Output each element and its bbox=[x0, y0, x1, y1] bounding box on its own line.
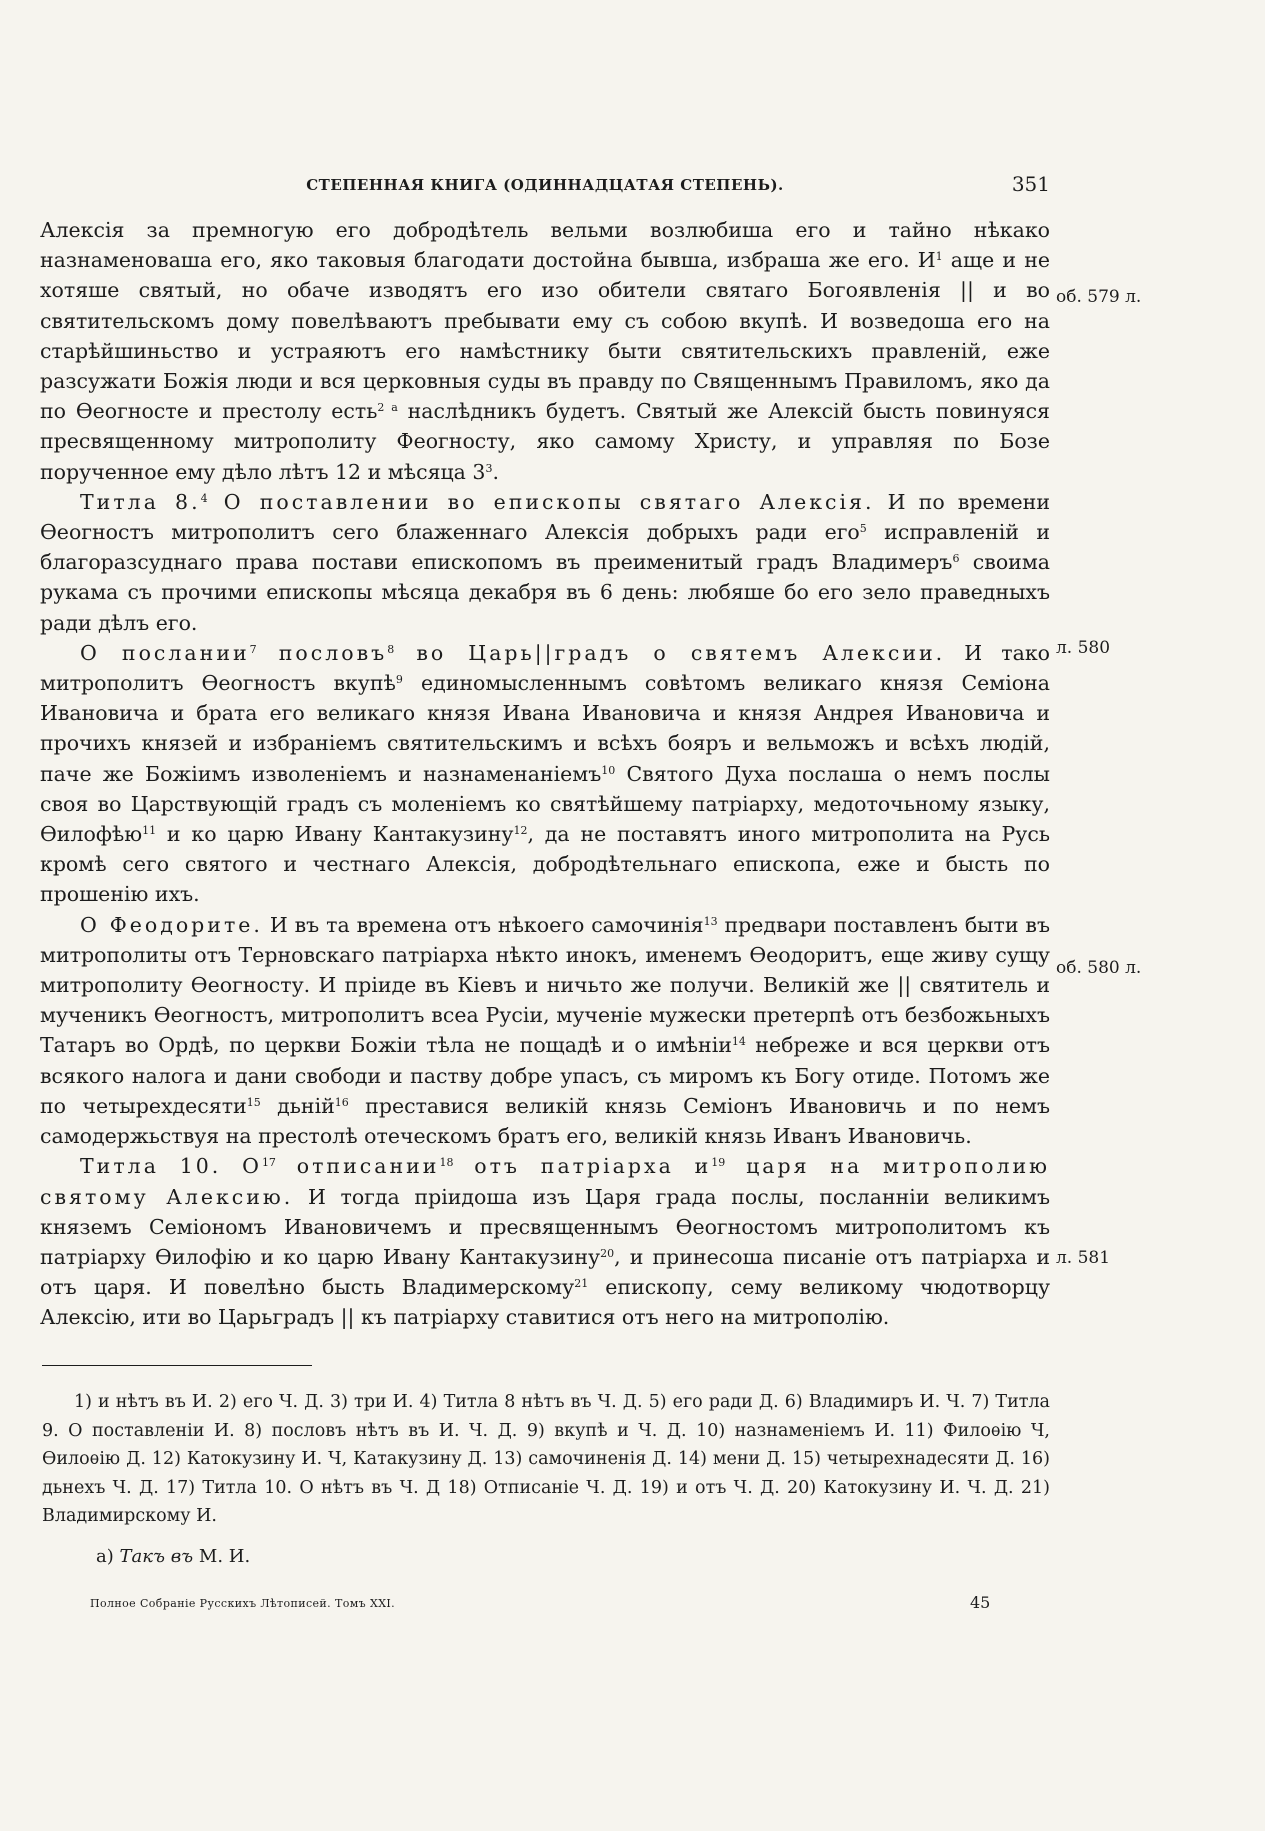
running-title: СТЕПЕННАЯ КНИГА (ОДИННАДЦАТАЯ СТЕПЕНЬ). bbox=[306, 176, 784, 194]
main-text bbox=[40, 215, 1050, 1333]
margin-note: л. 580 bbox=[1056, 638, 1111, 658]
footnotes bbox=[42, 1388, 1050, 1531]
paragraph-3: О послании$^7$ пословъ$^8$ во Царь||градъ о святемъ Алексии. И тако митрополитъ Өеогностъ вкупѣ$^9$ единомысленнымъ совѣтомъ великаго князя Семіона Ивановича и брата его великаго князя Ивана Ивановича и князя Андрея Ивановича и прочихъ князей и избраніемъ святительскимъ и всѣхъ бояръ и вельможъ и всѣхъ людій, паче же Божіимъ изволеніемъ и назнаменаніемъ$^{10}$ Святого Духа послаша о немъ послы своя во Царствующій градъ съ моленіемъ ко святѣйшему патріарху, медоточьному языку, Өилофѣю$^{11}$ и ко царю Ивану Кантакузину$^{12}$, да не поставятъ иного митрополита на Русь кромѣ сего святого и честнаго Алексія, добродѣтельнаго епископа, еже и бысть по прошенію ихъ. bbox=[40, 640, 1050, 907]
section-heading: О Феодорите. bbox=[80, 912, 263, 937]
signature-mark: 45 bbox=[970, 1593, 991, 1612]
margin-note: об. 579 л. bbox=[1056, 287, 1142, 307]
margin-note: л. 581 bbox=[1056, 1248, 1111, 1268]
paragraph-5: Титла 10. $О^{17}$ отписании$^{18}$ отъ патріарха $и^{19}$ царя на митрополию святому Алексию. И тогда пріидоша изъ Царя града послы, посланніи великимъ княземъ Семіономъ Ивановичемъ и пресвященнымъ Өеогностомъ митрополитомъ къ патріарху Өилофію и ко царю Ивану Кантакузину$^{20}$, и принесоша писаніе отъ патріарха и отъ царя. И повелѣно бысть Владимерскому$^{21}$ епископу, сему великому чюдотворцу Алексію, ити во Царьградъ || къ патріарху ставитися отъ него на митрополію. bbox=[40, 1154, 1051, 1330]
margin-note: об. 580 л. bbox=[1056, 958, 1142, 978]
section-heading: Титла 8. bbox=[80, 489, 201, 514]
paragraph-4: О Феодорите. И въ та времена отъ нѣкоего самочинія$^{13}$ предвари поставленъ быти въ митрополиты отъ Терновскаго патріарха нѣкто инокъ, именемъ Өеодоритъ, еще живу сущу митрополиту Өеогносту. И пріиде въ Кіевъ и ничьто же получи. Великій же || святитель и мученикъ Өеогностъ, митрополитъ всеа Русіи, мученіе мужески претерпѣ отъ безбожьныхъ Татаръ во Ордѣ, по церкви Божіи тѣла не пощадѣ и о имѣніи$^{14}$ небреже и вся церкви отъ всякого налога и дани свободи и паству добре упасъ, съ миромъ къ Богу отиде. Потомъ же по четырехдесяти$^{15}$ дьній$^{16}$ преставися великій князь Семіонъ Ивановичь и по немъ самодержьствуя на престолѣ отеческомъ братъ его, великій князь Иванъ Ивановичь. bbox=[40, 912, 1050, 1149]
footnote-list: 1) и нѣтъ въ И. 2) его Ч. Д. 3) три И. 4) Титла 8 нѣтъ въ Ч. Д. 5) его ради Д. 6) Владимиръ И. Ч. 7) Титла 9. О поставленіи И. 8) пословъ нѣтъ въ И. Ч. Д. 9) вкупѣ и Ч. Д. 10) назнаменіемъ И. 11) Филоѳію Ч, Өилоѳію Д. 12) Катокузину И. Ч, Катакузину Д. 13) самочиненія Д. 14) мени Д. 15) четырехнадесяти Д. 16) дьнехъ Ч. Д. 17) Титла 10. О нѣтъ въ Ч. Д 18) Отписаніе Ч. Д. 19) и отъ Ч. Д. 20) Катокузину И. Ч. Д. 21) Владимирскому И. bbox=[42, 1392, 1050, 1526]
page-header bbox=[40, 172, 1050, 202]
section-heading: О послании bbox=[80, 640, 250, 665]
page-number: 351 bbox=[1011, 172, 1050, 196]
section-heading: Титла 10. О bbox=[80, 1154, 262, 1179]
paragraph-1: Алексія за премногую его добродѣтель вельми возлюбиша его и тайно нѣкако назнаменоваша его, яко таковыя благодати достойна бывша, избраша же его. $И^1$ аще и не хотяше святый, но обаче изводятъ его изо обители святаго Богоявленія || и во святительскомъ дому повелѣваютъ пребывати ему съ собою вкупѣ. И возведоша его на старѣйшиньство и устраяютъ его намѣстнику быти святительскихъ правленій, еже разсужати Божія люди и вся церковныя суды въ правду по Священнымъ Правиломъ, яко да по Өеогносте и престолу есть$^{2 а}$ наслѣдникъ будетъ. Святый же Алексій бысть повинуяся пресвященному митрополиту Феогносту, яко самому Христу, и управляя по Бозе порученное ему дѣло лѣтъ 12 и мѣсяца $3^3$. bbox=[40, 218, 1051, 484]
footnote-divider bbox=[42, 1365, 312, 1366]
editor-note: а) Такъ въ М. И. bbox=[96, 1546, 251, 1567]
printer-signature: Полное Собраніе Русскихъ Лѣтописей. Томъ XXI. bbox=[90, 1597, 396, 1610]
paragraph-2: Титла 8.$^4$ О поставлении во епископы святаго Алексія. И по времени Өеогностъ митрополитъ сего блаженнаго Алексія добрыхъ ради его$^5$ исправленій и благоразсуднаго права постави епископомъ въ преименитый градъ Владимеръ$^6$ своима рукама съ прочими епископы мѣсяца декабря въ 6 день: любяше бо его зело праведныхъ ради дѣлъ его. bbox=[40, 489, 1050, 635]
section-heading: О поставлении во епископы святаго Алексія. bbox=[207, 489, 875, 514]
